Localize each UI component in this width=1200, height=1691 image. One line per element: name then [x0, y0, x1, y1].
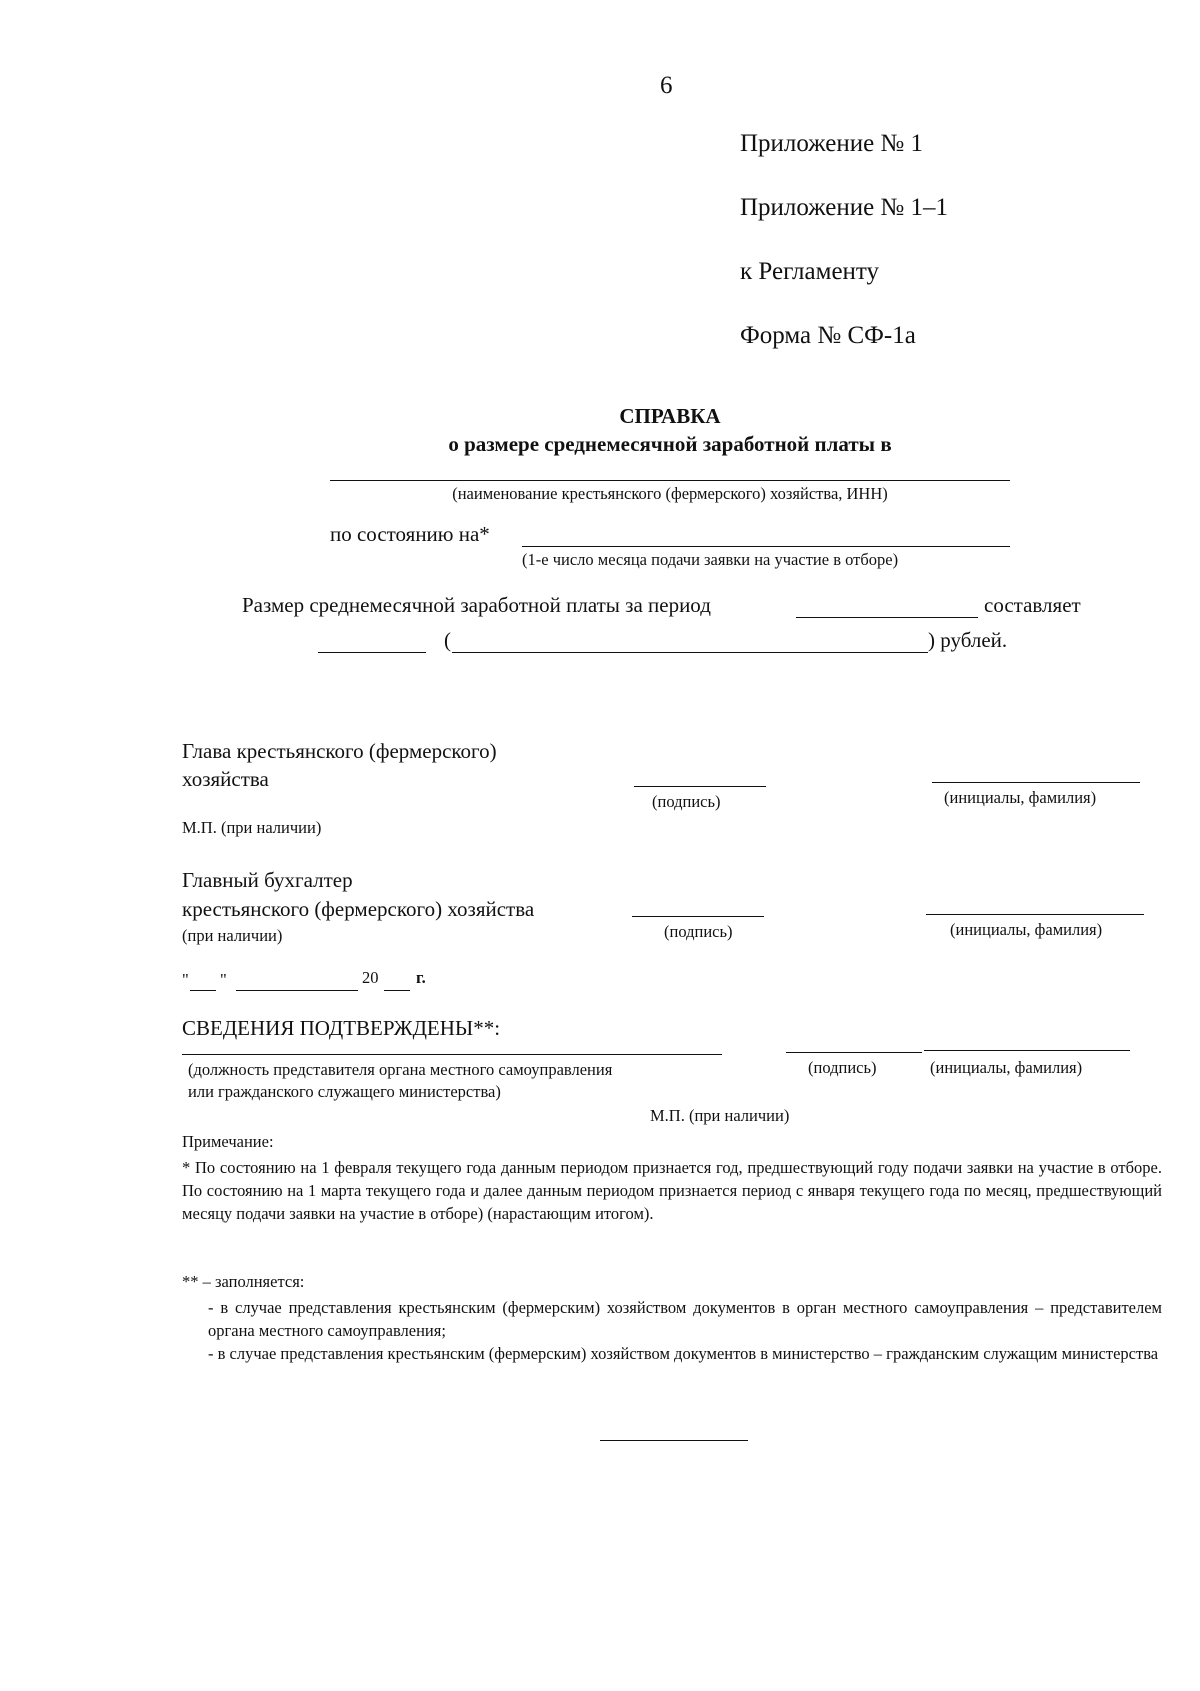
farm-name-hint: (наименование крестьянского (фермерского) хозяйства, ИНН) — [452, 484, 888, 503]
farm-name-line — [330, 480, 1010, 481]
salary-amount-words-line — [452, 652, 928, 653]
confirmation-position-line — [182, 1054, 722, 1055]
page-number: 6 — [660, 72, 673, 99]
confirmation-title: СВЕДЕНИЯ ПОДТВЕРЖДЕНЫ**: — [182, 1016, 501, 1040]
salary-amount-digits-line — [318, 652, 426, 653]
note-2-item-1: - в случае представления крестьянским (фермерским) хозяйством документов в орган местного самоуправления – представителем органа местного самоуправления; — [208, 1298, 1162, 1340]
accountant-label-line3: (при наличии) — [182, 926, 283, 945]
confirmation-stamp-label: М.П. (при наличии) — [650, 1106, 790, 1125]
head-signature-hint: (подпись) — [652, 792, 721, 811]
accountant-initials-line — [926, 914, 1144, 915]
head-label-line2: хозяйства — [182, 767, 269, 791]
head-label-line1: Глава крестьянского (фермерского) — [182, 739, 497, 763]
as-of-date-line — [522, 546, 1010, 547]
note-2-item-2: - в случае представления крестьянским (фермерским) хозяйством документов в министерство – гражданским служащим министерства — [208, 1344, 1159, 1363]
accountant-signature-hint: (подпись) — [664, 922, 733, 941]
salary-amount-suffix: составляет — [984, 593, 1081, 617]
salary-open-paren: ( — [444, 628, 451, 652]
date-day-line — [190, 990, 216, 991]
confirmation-initials-line — [924, 1050, 1130, 1051]
confirmation-initials-hint: (инициалы, фамилия) — [930, 1058, 1083, 1077]
accountant-label-line1: Главный бухгалтер — [182, 868, 353, 892]
confirmation-position-hint-line1: (должность представителя органа местного самоуправления — [188, 1060, 613, 1079]
form-number-label: Форма № СФ-1а — [740, 322, 916, 349]
salary-period-line — [796, 617, 978, 618]
appendix-1-label: Приложение № 1 — [740, 130, 924, 157]
accountant-initials-hint: (инициалы, фамилия) — [950, 920, 1103, 939]
accountant-label-line2: крестьянского (фермерского) хозяйства — [182, 897, 535, 921]
closing-separator — [600, 1440, 748, 1441]
confirmation-signature-line — [786, 1052, 922, 1053]
date-month-line — [236, 990, 358, 991]
appendix-1-1-label: Приложение № 1–1 — [740, 194, 949, 221]
date-quote-close: " — [220, 970, 227, 989]
confirmation-signature-hint: (подпись) — [808, 1058, 877, 1077]
salary-period-label: Размер среднемесячной заработной платы за период — [242, 593, 711, 617]
head-signature-line — [634, 786, 766, 787]
notes-heading: Примечание: — [182, 1132, 274, 1151]
date-year-suffix: г. — [416, 968, 426, 987]
accountant-signature-line — [632, 916, 764, 917]
confirmation-position-hint-line2: или гражданского служащего министерства) — [188, 1082, 501, 1101]
head-initials-hint: (инициалы, фамилия) — [944, 788, 1097, 807]
document-title: СПРАВКА — [619, 404, 721, 428]
date-quote-open: " — [182, 970, 189, 989]
date-year-prefix: 20 — [362, 968, 379, 987]
to-regulation-label: к Регламенту — [740, 258, 880, 285]
date-year-line — [384, 990, 410, 991]
head-stamp-label: М.П. (при наличии) — [182, 818, 322, 837]
note-1: * По состоянию на 1 февраля текущего года данным периодом признается год, предшествующий году подачи заявки на участие в отборе. По состоянию на 1 марта текущего года и далее данным периодом признается период с января текущего года по месяц, предшествующий месяцу подачи заявки на участие в отборе) (нарастающим итогом). — [182, 1158, 1162, 1223]
document-subtitle: о размере среднемесячной заработной платы в — [448, 432, 892, 456]
head-initials-line — [932, 782, 1140, 783]
note-2-heading: ** – заполняется: — [182, 1272, 305, 1291]
salary-close-paren: ) рублей. — [928, 628, 1008, 652]
as-of-label: по состоянию на* — [330, 522, 490, 546]
as-of-hint: (1-е число месяца подачи заявки на участие в отборе) — [522, 550, 899, 569]
